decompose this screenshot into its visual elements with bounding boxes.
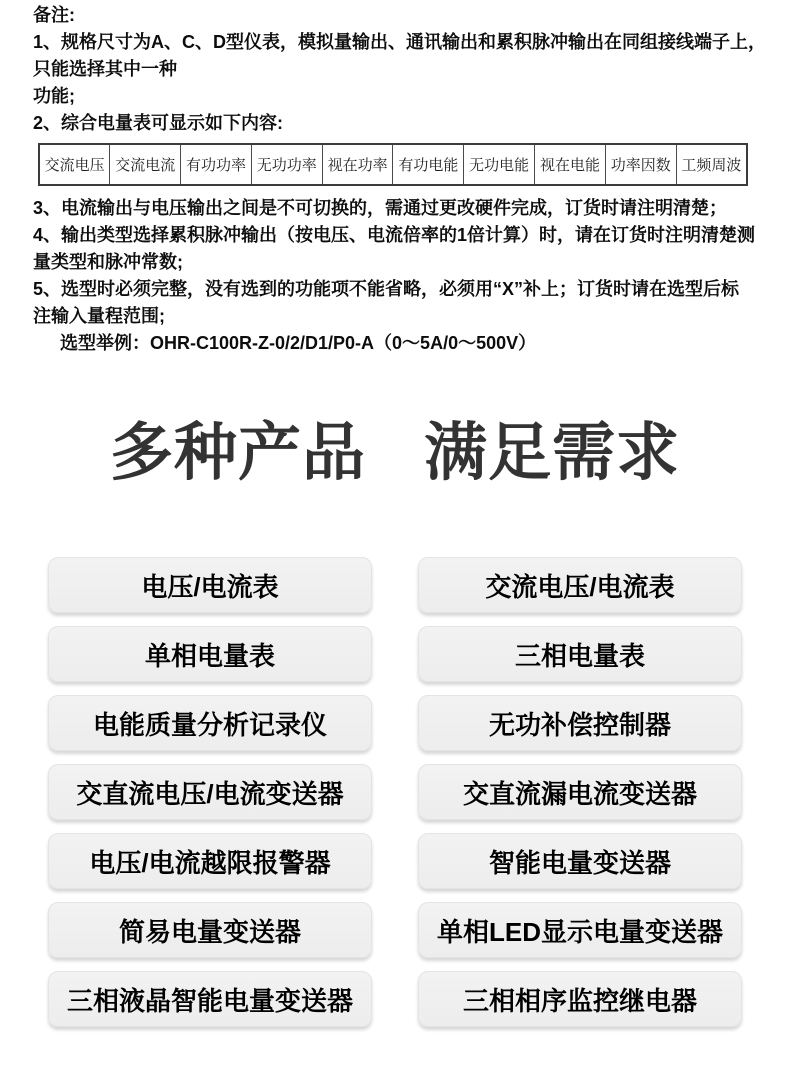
product-button[interactable]: 单相LED显示电量变送器 [418, 902, 742, 958]
product-grid [48, 557, 742, 1027]
remarks-section [0, 0, 790, 137]
page-title-left: 多种产品 [110, 418, 366, 488]
product-button[interactable]: 三相液晶智能电量变送器 [48, 971, 372, 1027]
product-button[interactable]: 三相电量表 [418, 626, 742, 682]
note-line-4b: 量类型和脉冲常数; [33, 252, 183, 272]
table-cell: 视在电能 [535, 144, 606, 185]
product-button[interactable]: 三相相序监控继电器 [418, 971, 742, 1027]
table-cell: 无功电能 [464, 144, 535, 185]
table-cell: 工频周波 [676, 144, 747, 185]
table-cell: 视在功率 [322, 144, 393, 185]
product-button[interactable]: 简易电量变送器 [48, 902, 372, 958]
model-selection-example: 选型举例：OHR-C100R-Z-0/2/D1/P0-A（0～5A/0～500V） [60, 333, 537, 353]
page-title [0, 417, 790, 489]
remarks-section-continued [0, 195, 790, 357]
note-line-1: 1、规格尺寸为A、C、D型仪表，模拟量输出、通讯输出和累积脉冲输出在同组接线端子上， [33, 32, 767, 52]
table-cell: 有功电能 [393, 144, 464, 185]
note-line-1c: 功能; [33, 86, 75, 106]
product-button[interactable]: 电压/电流表 [48, 557, 372, 613]
product-button[interactable]: 交直流电压/电流变送器 [48, 764, 372, 820]
display-content-table [38, 143, 748, 186]
product-button[interactable]: 交流电压/电流表 [418, 557, 742, 613]
table-cell: 无功功率 [251, 144, 322, 185]
table-row [39, 144, 747, 185]
page-title-right: 满足需求 [424, 418, 680, 488]
note-line-5b: 注输入量程范围; [33, 306, 165, 326]
table-cell: 交流电流 [110, 144, 181, 185]
note-line-3: 3、电流输出与电压输出之间是不可切换的，需通过更改硬件完成，订货时请注明清楚； [33, 198, 728, 218]
product-button[interactable]: 无功补偿控制器 [418, 695, 742, 751]
product-button[interactable]: 电压/电流越限报警器 [48, 833, 372, 889]
table-cell: 交流电压 [39, 144, 110, 185]
product-button[interactable]: 智能电量变送器 [418, 833, 742, 889]
note-line-1b: 只能选择其中一种 [33, 59, 177, 79]
note-line-4: 4、输出类型选择累积脉冲输出（按电压、电流倍率的1倍计算）时，请在订货时注明清楚测 [33, 225, 756, 245]
remarks-title: 备注: [33, 5, 75, 25]
table-cell: 功率因数 [605, 144, 676, 185]
product-button[interactable]: 电能质量分析记录仪 [48, 695, 372, 751]
product-button[interactable]: 交直流漏电流变送器 [418, 764, 742, 820]
product-button[interactable]: 单相电量表 [48, 626, 372, 682]
table-cell: 有功功率 [181, 144, 252, 185]
note-line-5: 5、选型时必须完整，没有选到的功能项不能省略，必须用“X”补上；订货时请在选型后标 [33, 279, 740, 299]
note-line-2: 2、综合电量表可显示如下内容: [33, 113, 284, 133]
